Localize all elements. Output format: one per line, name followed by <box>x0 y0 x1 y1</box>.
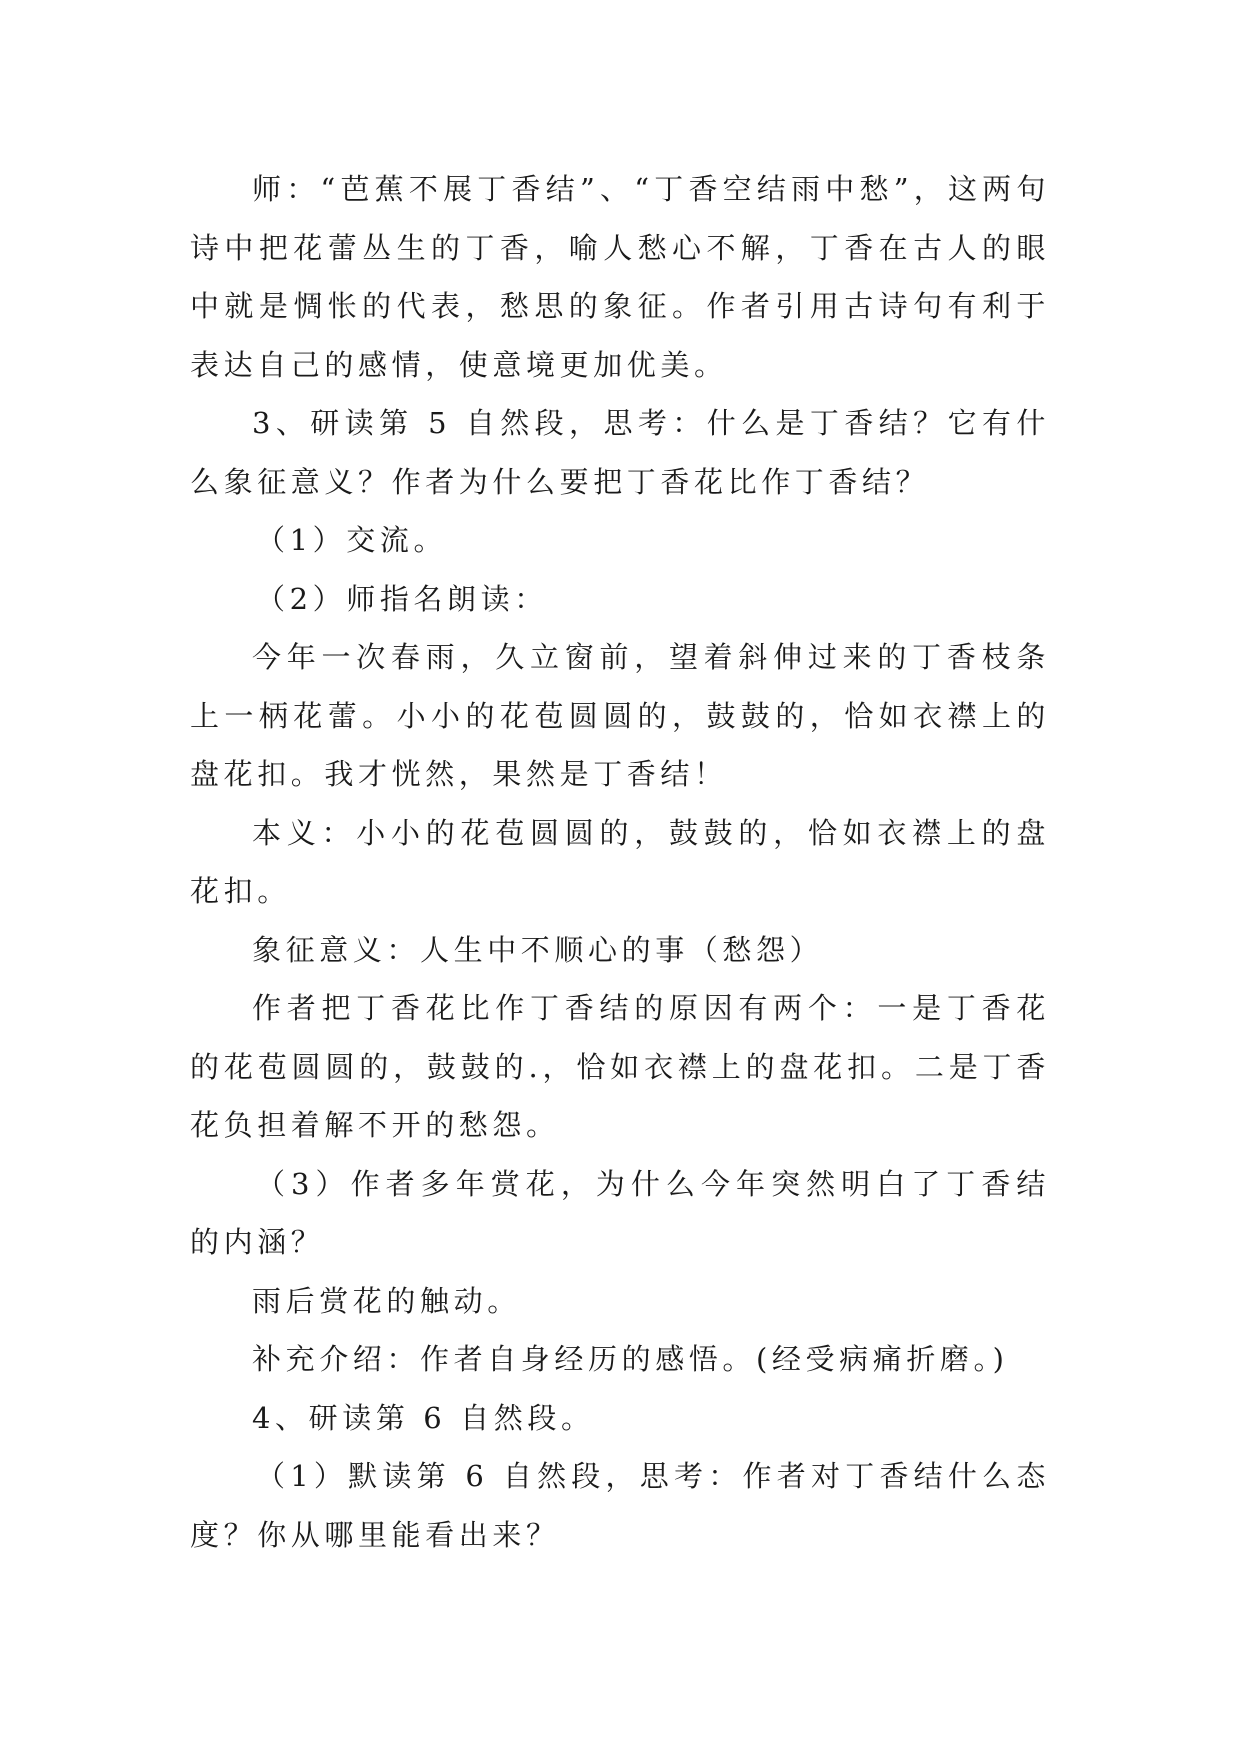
paragraph-symbolic-meaning: 象征意义：人生中不顺心的事（愁怨） <box>252 932 824 967</box>
paragraph-answer-rain: 雨后赏花的触动。 <box>252 1283 521 1318</box>
paragraph-supplement: 补充介绍：作者自身经历的感悟。(经受病痛折磨。) <box>252 1342 1009 1376</box>
paragraph-task-4: 4、研读第 6 自然段。 <box>252 1400 595 1435</box>
paragraph-step-2-reading: （2）师指名朗读： <box>256 581 548 616</box>
paragraph-step-1-exchange: （1）交流。 <box>256 523 448 557</box>
paragraph-reasons: 作者把丁香花比作丁香结的原因有两个：一是丁香花的花苞圆圆的，鼓鼓的.，恰如衣襟上的盘花扣。二是丁香花负担着解不开的愁怨。 <box>190 991 1050 1142</box>
paragraph-step-1-silent-reading: （1）默读第 6 自然段，思考：作者对丁香结什么态度？你从哪里能看出来？ <box>190 1459 1050 1552</box>
paragraph-task-3: 3、研读第 5 自然段，思考：什么是丁香结？它有什么象征意义？作者为什么要把丁香花比作丁香结？ <box>190 406 1050 499</box>
paragraph-teacher-commentary: 师：“芭蕉不展丁香结”、“丁香空结雨中愁”，这两句诗中把花蕾丛生的丁香，喻人愁心不解，丁香在古人的眼中就是惆怅的代表，愁思的象征。作者引用古诗句有利于表达自己的感情，使意境更加优美。 <box>190 172 1050 382</box>
paragraph-literal-meaning: 本义：小小的花苞圆圆的，鼓鼓的，恰如衣襟上的盘花扣。 <box>190 815 1050 908</box>
paragraph-step-3-question: （3）作者多年赏花，为什么今年突然明白了丁香结的内涵？ <box>190 1166 1050 1259</box>
document-body <box>190 160 1050 1564</box>
paragraph-quoted-passage: 今年一次春雨，久立窗前，望着斜伸过来的丁香枝条上一柄花蕾。小小的花苞圆圆的，鼓鼓的，恰如衣襟上的盘花扣。我才恍然，果然是丁香结！ <box>190 640 1050 791</box>
